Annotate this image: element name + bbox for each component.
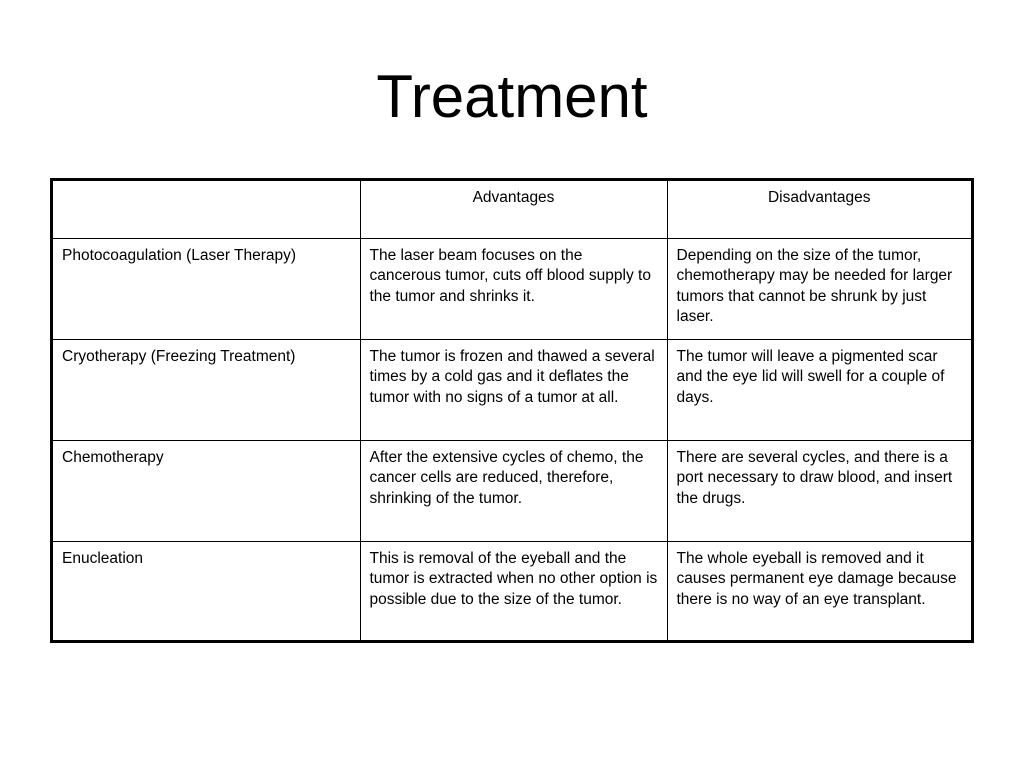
table-header-row (53, 181, 971, 238)
table-row (53, 440, 971, 541)
disadvantages-cell: The whole eyeball is removed and it causes permanent eye damage because there is no way of an eye transplant. (667, 541, 971, 642)
treatment-name-cell: Photocoagulation (Laser Therapy) (53, 238, 360, 339)
header-cell-disadvantages: Disadvantages (667, 181, 971, 238)
advantages-cell: After the extensive cycles of chemo, the cancer cells are reduced, therefore, shrinking of the tumor. (360, 440, 667, 541)
table-row (53, 541, 971, 642)
advantages-cell: The laser beam focuses on the cancerous tumor, cuts off blood supply to the tumor and shrinks it. (360, 238, 667, 339)
disadvantages-cell: There are several cycles, and there is a port necessary to draw blood, and insert the drugs. (667, 440, 971, 541)
advantages-cell: The tumor is frozen and thawed a several times by a cold gas and it deflates the tumor with no signs of a tumor at all. (360, 339, 667, 440)
table-row (53, 339, 971, 440)
treatment-table-frame (50, 178, 974, 643)
treatment-name-cell: Enucleation (53, 541, 360, 642)
advantages-cell: This is removal of the eyeball and the tumor is extracted when no other option is possible due to the size of the tumor. (360, 541, 667, 642)
treatment-name-cell: Cryotherapy (Freezing Treatment) (53, 339, 360, 440)
disadvantages-cell: The tumor will leave a pigmented scar and the eye lid will swell for a couple of days. (667, 339, 971, 440)
disadvantages-cell: Depending on the size of the tumor, chemotherapy may be needed for larger tumors that cannot be shrunk by just laser. (667, 238, 971, 339)
header-cell-advantages: Advantages (360, 181, 667, 238)
treatment-table (53, 181, 971, 642)
header-cell-treatment (53, 181, 360, 238)
treatment-name-cell: Chemotherapy (53, 440, 360, 541)
slide-title: Treatment (376, 63, 648, 130)
table-row (53, 238, 971, 339)
